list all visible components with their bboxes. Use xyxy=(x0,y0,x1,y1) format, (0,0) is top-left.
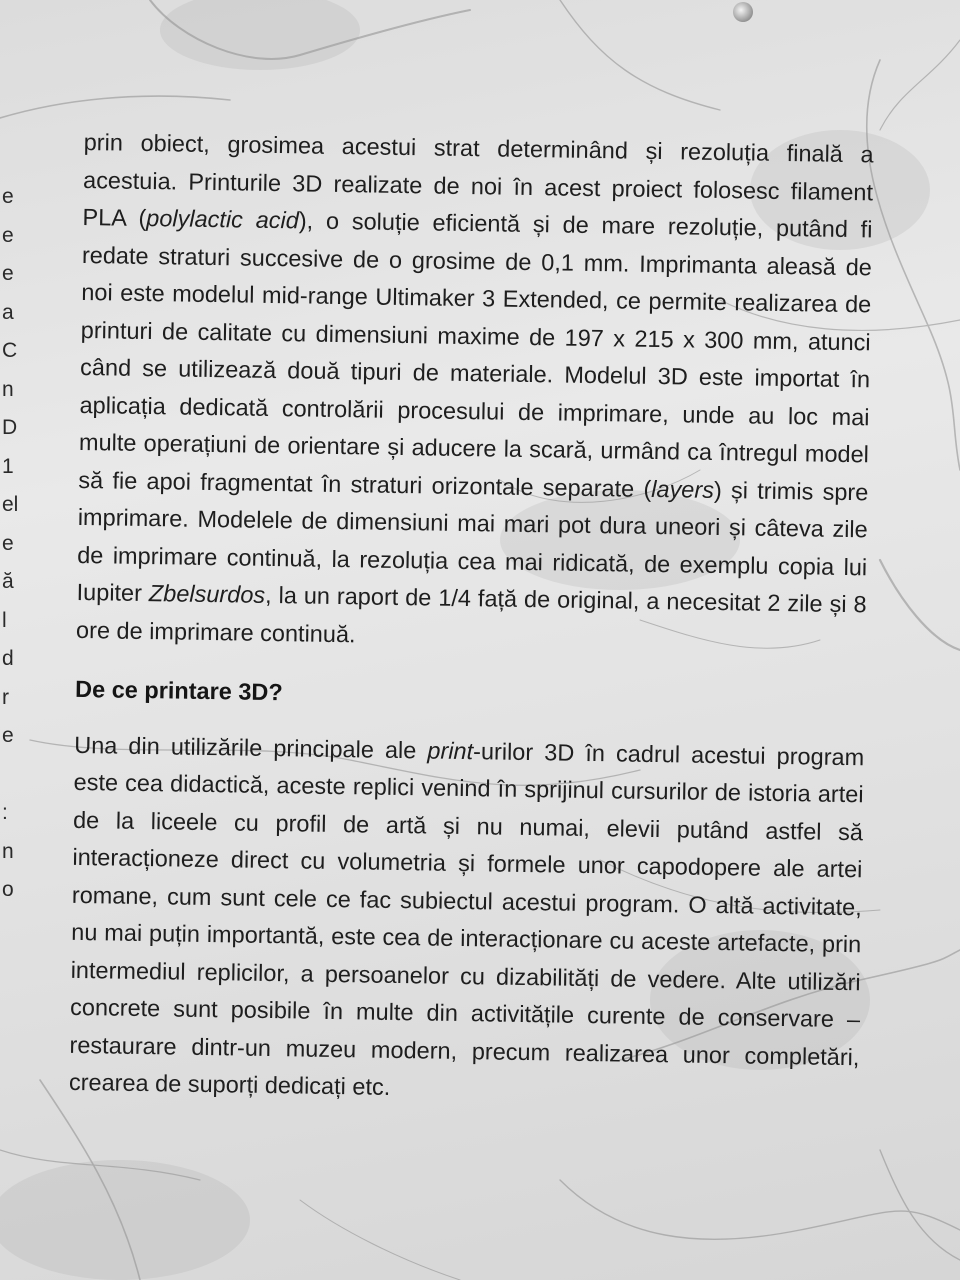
text-run: ) și trimis spre imprimare. Modelele de dimensiuni mai mari pot dura uneori și câteva zile de imprimare continuă, la rezoluția cea mai ridicată, de exemplu copia lui Iupiter xyxy=(76,476,869,607)
text-run-italic: polylactic acid xyxy=(146,204,300,234)
left-fragment: 1 xyxy=(2,454,14,478)
left-fragment: e xyxy=(2,262,14,285)
left-fragment: l xyxy=(2,608,7,632)
left-fragment: e xyxy=(2,185,14,208)
paragraph-why-3d-printing xyxy=(69,726,865,1113)
left-fragment: D xyxy=(2,416,18,439)
left-fragment: o xyxy=(2,878,14,901)
left-column-fragments xyxy=(0,178,22,910)
text-panel xyxy=(69,124,874,1114)
text-run-italic: Zbelsurdos xyxy=(148,580,266,608)
text-run-italic: print xyxy=(427,736,474,764)
left-fragment: e xyxy=(2,724,14,747)
left-fragment: e xyxy=(2,223,14,247)
text-run: -urilor 3D în cadrul acestui program este cea didactică, aceste replici venind în sprijinul cursurilor de istoria artei de la liceele cu profil de artă și nu numai, elevii putând astfel să interacționeze direct cu volumetria și formele unor capodopere ale artei romane, cum sunt cele ce fac subiectul acestui program. O altă activitate, nu mai puțin importantă, este cea de interacționare cu aceste artefacte, prin intermediul replicilor, a persoanelor cu dizabilități de vedere. Alte utilizări concrete sunt posibile în multe din activitățile curente de conservare – restaurare dintr-un muzeu modern, precum realizarea unor completări, crearea de suporți dedicați etc. xyxy=(68,737,865,1100)
text-run: , la un raport de 1/4 față de original, a necesitat 2 zile și 8 ore de imprimare continuă. xyxy=(75,581,867,647)
left-fragment: e xyxy=(2,531,14,555)
left-fragment: r xyxy=(2,685,9,709)
paragraph-printing-process xyxy=(76,124,874,661)
screw-icon xyxy=(733,2,753,22)
left-fragment: ă xyxy=(2,570,14,593)
section-heading: De ce printare 3D? xyxy=(74,675,283,706)
left-fragment: a xyxy=(2,300,14,324)
left-fragment: n xyxy=(2,377,14,401)
left-fragment: d xyxy=(2,647,14,670)
text-run: ), o soluție eficientă și de mare rezoluție, putând fi redate straturi succesive de o grosime de 0,1 mm. Imprimanta aleasă de noi este modelul mid-range Ultimaker 3 Extended, ce permite realizarea de printuri de calitate cu dimensiuni maxime de 197 x 215 x 300 mm, atunci când se utilizează două tipuri de materiale. Modelul 3D este importat în aplicația dedicată controlării procesului de imprimare, unde au loc mai multe operațiuni de orientare și aducere la scară, urmând ca întregul model să fie apoi fragmentat în straturi orizontale separate ( xyxy=(78,207,873,502)
text-run: Una din utilizările principale ale xyxy=(74,731,428,763)
left-fragment: n xyxy=(2,839,14,863)
left-fragment: : xyxy=(2,801,8,824)
text-run: prin obiect, grosimea acestui strat determinând și rezoluția finală a acestuia. Printurile 3D realizate de noi în acest proiect folosesc filament PLA ( xyxy=(82,128,874,231)
left-fragment: el xyxy=(2,493,19,516)
left-fragment xyxy=(0,756,22,795)
left-fragment: C xyxy=(2,339,18,362)
text-run-italic: layers xyxy=(651,475,715,503)
